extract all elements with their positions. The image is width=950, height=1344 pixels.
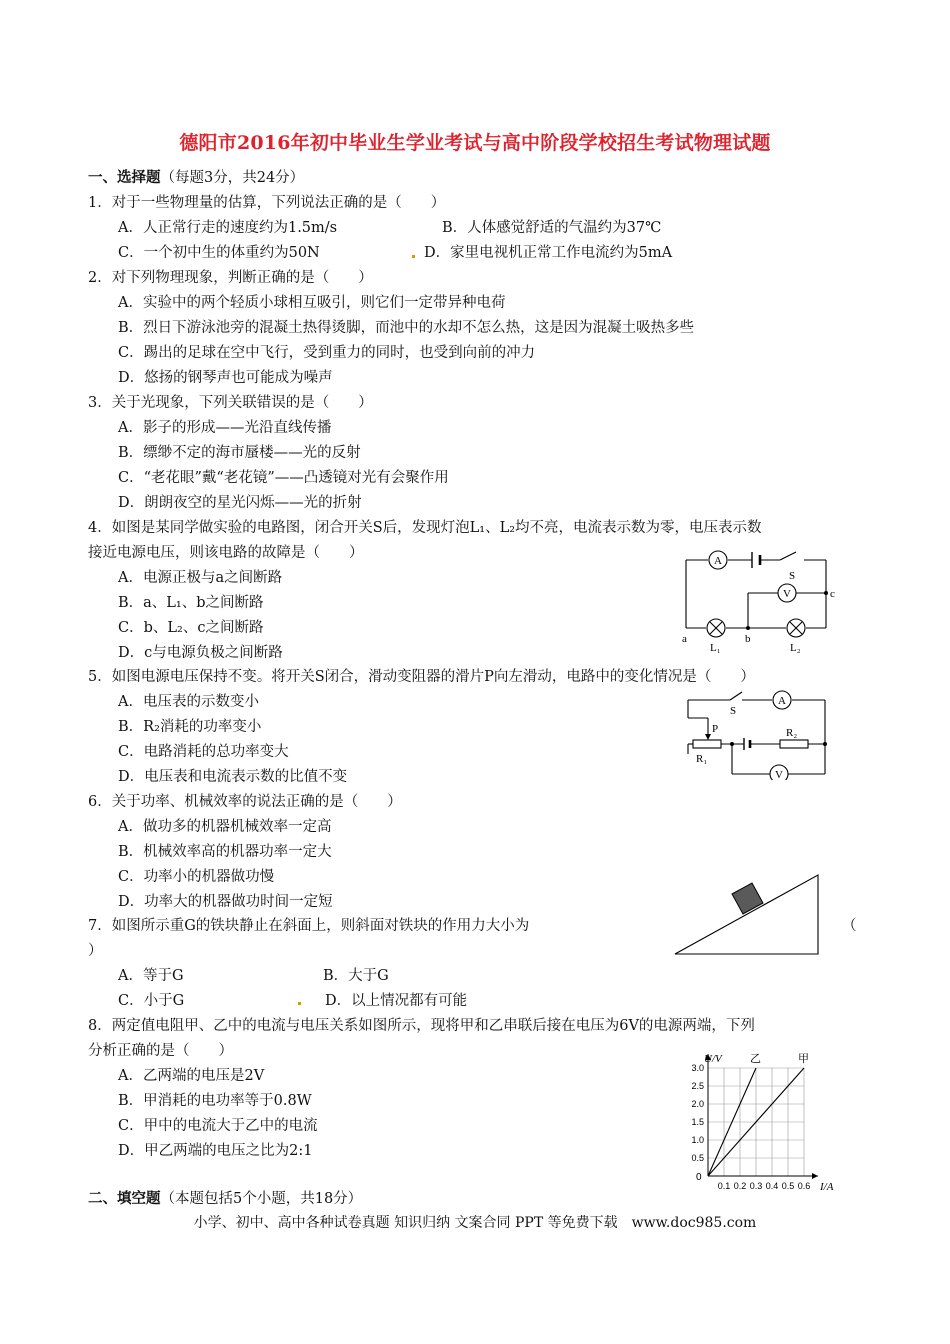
q6-option-d: D．功率大的机器做功时间一定短	[118, 894, 333, 910]
q7-option-a: A．等于G	[118, 968, 184, 984]
y-tick-label: 1.0	[691, 1135, 704, 1145]
question-2-stem: 2．对下列物理现象，判断正确的是（ ）	[88, 270, 373, 286]
node-a-label: a	[682, 633, 687, 645]
q1-option-d: D．家里电视机正常工作电流约为5mA	[424, 245, 673, 261]
q2-option-c: C．踢出的足球在空中飞行，受到重力的同时，也受到向前的冲力	[118, 345, 536, 361]
question-8-stem: 8．两定值电阻甲、乙中的电流与电压关系如图所示，现将甲和乙串联后接在电压为6V的电源两端，下列	[88, 1018, 755, 1034]
speck-mark	[412, 255, 415, 258]
q4-option-c: C．b、L₂、c之间断路	[118, 620, 264, 636]
q3-option-b: B．缥缈不定的海市蜃楼——光的反射	[118, 445, 361, 461]
question-4-stem: 4．如图是某同学做实验的电路图，闭合开关S后，发现灯泡L₁、L₂均不亮，电流表示数为零，电压表示数	[88, 520, 762, 536]
section-heading	[88, 168, 304, 188]
q5-option-a: A．电压表的示数变小	[118, 694, 259, 710]
x-tick-label: 0.5	[781, 1181, 795, 1191]
resistor-r2-icon	[780, 740, 808, 748]
section-1-note: （每题3分，共24分）	[160, 170, 305, 186]
section-heading	[88, 1189, 362, 1209]
slider-arrow-icon	[705, 734, 711, 740]
q8-option-d: D．甲乙两端的电压之比为2:1	[118, 1143, 313, 1159]
q7-incline-diagram	[670, 870, 830, 960]
x-tick-label: 0.3	[749, 1181, 763, 1191]
node-b-label: b	[745, 633, 751, 645]
q7-option-b: B．大于G	[323, 968, 389, 984]
q4-option-a: A．电源正极与a之间断路	[118, 570, 283, 586]
q4-circuit-diagram	[676, 545, 846, 655]
q2-option-d: D．悠扬的钢琴声也可能成为噪声	[118, 370, 333, 386]
q7-option-c: C．小于G	[118, 993, 185, 1009]
switch-label: S	[789, 570, 796, 582]
y-tick-label: 2.0	[691, 1099, 704, 1109]
question-6-stem: 6．关于功率、机械效率的说法正确的是（ ）	[88, 794, 402, 810]
x-tick-label: 0.4	[765, 1181, 779, 1191]
switch-icon	[730, 692, 742, 700]
y-tick-label: 2.5	[691, 1081, 704, 1091]
node-c-label: c	[830, 588, 835, 600]
switch-label: S	[730, 705, 737, 717]
q1-option-c: C．一个初中生的体重约为50N	[118, 245, 320, 261]
q4-option-b: B．a、L₁、b之间断路	[118, 595, 264, 611]
q3-option-c: C．“老花眼”戴“老花镜”——凸透镜对光有会聚作用	[118, 470, 449, 486]
question-5-stem: 5．如图电源电压保持不变。将开关S闭合，滑动变阻器的滑片P向左滑动，电路中的变化情况是（ ）	[88, 669, 755, 685]
lamp-l1-label: L₁	[710, 642, 721, 654]
q3-option-d: D．朗朗夜空的星光闪烁——光的折射	[118, 495, 362, 511]
y-tick-label: 1.5	[691, 1117, 704, 1127]
q8-option-c: C．甲中的电流大于乙中的电流	[118, 1118, 318, 1134]
section-2-note: （本题包括5个小题，共18分）	[160, 1191, 363, 1207]
series-label: 甲	[798, 1052, 809, 1065]
question-4-stem-continued: 接近电源电压，则该电路的故障是（ ）	[88, 545, 364, 561]
question-1-stem: 1．对于一些物理量的估算，下列说法正确的是（ ）	[88, 195, 446, 211]
y-axis-label: U/V	[704, 1053, 722, 1065]
q7-option-d: D．以上情况都有可能	[325, 993, 468, 1009]
x-tick-label: 0.6	[797, 1181, 811, 1191]
x-tick-label: 0.2	[733, 1181, 747, 1191]
ammeter-label: A	[778, 695, 786, 707]
q8-option-b: B．甲消耗的电功率等于0.8W	[118, 1093, 312, 1109]
q8-option-a: A．乙两端的电压是2V	[118, 1068, 265, 1084]
section-1-title: 一、选择题	[88, 169, 161, 186]
q3-option-a: A．影子的形成——光沿直线传播	[118, 420, 332, 436]
x-axis-label: I/A	[820, 1181, 834, 1193]
q1-option-b: B．人体感觉舒适的气温约为37℃	[442, 220, 662, 236]
question-7-stem: 7．如图所示重G的铁块静止在斜面上，则斜面对铁块的作用力大小为	[88, 918, 530, 934]
switch-icon	[780, 552, 796, 560]
y-tick-label: 0.5	[691, 1153, 704, 1163]
question-7-stem-bracket: （	[842, 918, 857, 934]
question-7-stem-continued: ）	[88, 943, 103, 959]
q1-option-a: A．人正常行走的速度约为1.5m/s	[118, 220, 338, 236]
q5-option-c: C．电路消耗的总功率变大	[118, 744, 289, 760]
ammeter-label: A	[714, 555, 722, 567]
q5-option-b: B．R₂消耗的功率变小	[118, 719, 262, 735]
speck-mark	[298, 1002, 301, 1005]
series-label: 乙	[750, 1052, 761, 1065]
y-tick-label: 3.0	[691, 1063, 704, 1073]
page-footer: 小学、初中、高中各种试卷真题 知识归纳 文案合同 PPT 等免费下载 www.doc985.com	[193, 1215, 757, 1231]
q2-option-a: A．实验中的两个轻质小球相互吸引，则它们一定带异种电荷	[118, 295, 506, 311]
voltmeter-label: V	[775, 769, 783, 780]
q5-circuit-diagram	[680, 688, 830, 780]
question-8-stem-continued: 分析正确的是（ ）	[88, 1043, 233, 1059]
r2-label: R₂	[786, 727, 798, 739]
page-title: 德阳市2016年初中毕业生学业考试与高中阶段学校招生考试物理试题	[179, 132, 771, 154]
q6-option-b: B．机械效率高的机器功率一定大	[118, 844, 332, 860]
slider-p-label: P	[712, 723, 719, 735]
r1-label: R₁	[696, 753, 708, 765]
q6-option-a: A．做功多的机器机械效率一定高	[118, 819, 332, 835]
rheostat-r1-icon	[693, 740, 721, 748]
iron-block-icon	[732, 883, 763, 914]
q6-option-c: C．功率小的机器做功慢	[118, 869, 275, 885]
voltmeter-label: V	[783, 588, 791, 600]
origin-label: 0	[696, 1172, 702, 1183]
q4-option-d: D．c与电源负极之间断路	[118, 645, 283, 661]
x-axis-arrow-icon	[812, 1173, 818, 1179]
lamp-l2-label: L₂	[790, 642, 801, 654]
x-tick-label: 0.1	[717, 1181, 731, 1191]
q5-option-d: D．电压表和电流表示数的比值不变	[118, 769, 348, 785]
q8-ui-chart	[672, 1038, 842, 1198]
q2-option-b: B．烈日下游泳池旁的混凝土热得烫脚，而池中的水却不怎么热，这是因为混凝土吸热多些	[118, 320, 695, 336]
question-3-stem: 3．关于光现象，下列关联错误的是（ ）	[88, 395, 373, 411]
section-2-title: 二、填空题	[88, 1190, 161, 1207]
